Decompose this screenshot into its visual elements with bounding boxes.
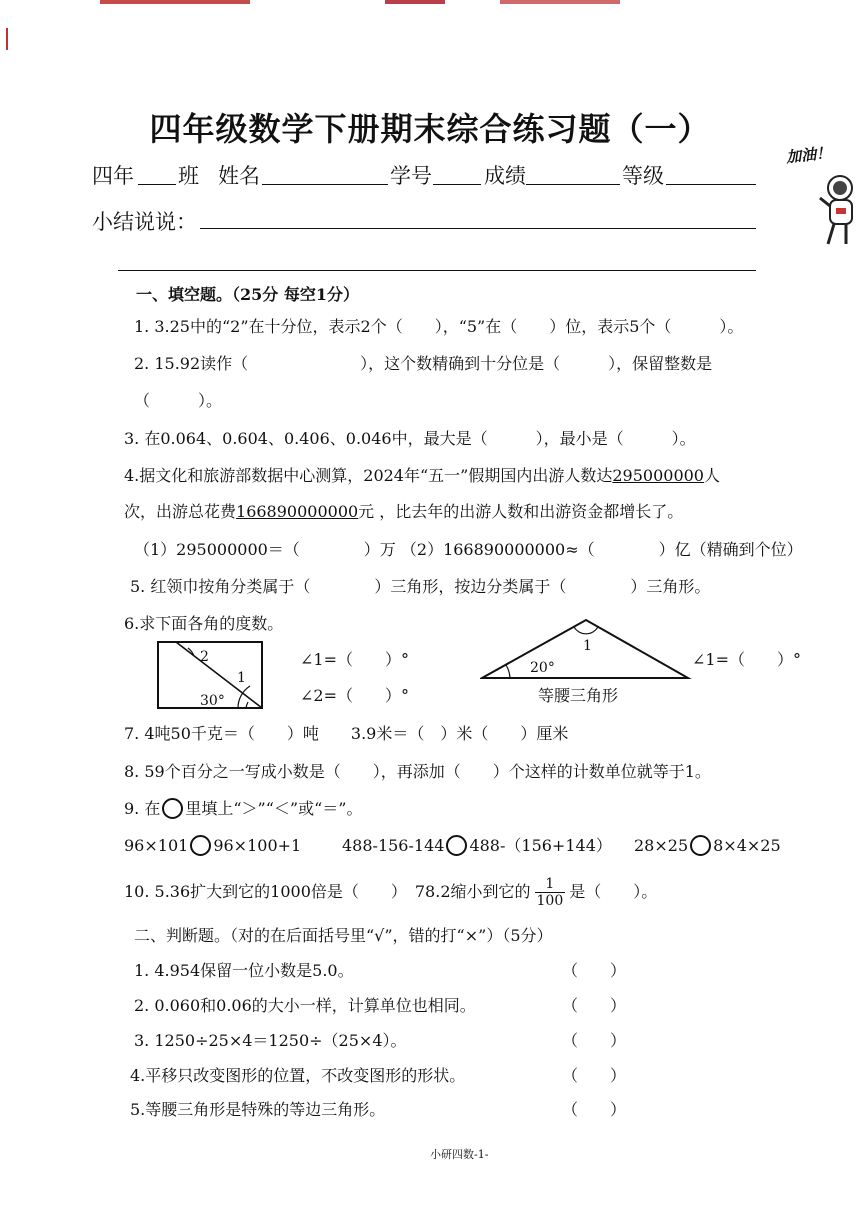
compare-1-right: 96×100+1 — [213, 836, 302, 855]
answer-triangle-angle-1: ∠1=（ ）° — [692, 650, 801, 669]
question-9-text: 9. 在 — [124, 799, 161, 818]
class-label: 班 — [178, 164, 199, 188]
summary-blank — [200, 228, 756, 229]
fraction-numerator: 1 — [535, 876, 566, 893]
answer-angle-1: ∠1=（ ）° — [300, 650, 409, 669]
fraction — [535, 876, 566, 909]
judge-item-1: 1. 4.954保留一位小数是5.0。 — [134, 961, 354, 980]
judge-bracket-5[interactable]: （ ） — [562, 1100, 627, 1119]
level-label: 等级 — [622, 164, 664, 188]
score-label: 成绩 — [484, 164, 526, 188]
question-10-suffix: 是（ ）。 — [569, 882, 658, 901]
question-2-line-1: 2. 15.92读作（ ），这个数精确到十分位是（ ），保留整数是 — [134, 354, 713, 373]
comparison-row — [124, 835, 301, 856]
compare-1-circle[interactable] — [190, 835, 211, 856]
question-10 — [124, 876, 657, 909]
compare-2-circle[interactable] — [446, 835, 467, 856]
compare-2-left: 488-156-144 — [342, 836, 445, 855]
top-edge-strip — [385, 0, 445, 4]
question-4-line-2-suffix: 元 ，比去年的出游人数和出游资金都增长了。 — [358, 502, 684, 521]
judge-item-3: 3. 1250÷25×4＝1250÷（25×4）。 — [134, 1031, 407, 1050]
judge-bracket-4[interactable]: （ ） — [562, 1066, 627, 1085]
question-4-suffix: 人 — [703, 466, 720, 485]
question-4-subparts: （1）295000000＝（ ）万 （2）166890000000≈（ ）亿（精确到个位） — [134, 540, 803, 559]
compare-3-left: 28×25 — [634, 836, 689, 855]
judge-bracket-1[interactable]: （ ） — [562, 961, 627, 980]
comparison-circle — [162, 798, 183, 819]
triangle-angle-20-label: 20° — [530, 660, 555, 676]
comparison-row-2 — [342, 835, 612, 856]
summary-label: 小结说说： — [92, 210, 197, 234]
fraction-denominator: 100 — [536, 893, 564, 909]
compare-3-circle[interactable] — [690, 835, 711, 856]
score-blank — [526, 184, 620, 185]
compare-1-left: 96×101 — [124, 836, 189, 855]
question-7: 7. 4吨50千克＝（ ）吨 3.9米＝（ ）米（ ）厘米 — [124, 724, 569, 743]
rect-angle-2-label: 2 — [200, 649, 209, 665]
sticker-text: 加油！ — [785, 143, 832, 167]
judge-bracket-2[interactable]: （ ） — [562, 996, 627, 1015]
section-2-title: 二、判断题。（对的在后面括号里“√”，错的打“×”）（5分） — [134, 926, 553, 945]
class-blank — [138, 184, 176, 185]
question-9-suffix: 里填上“＞”“＜”或“＝”。 — [185, 799, 363, 818]
triangle-caption: 等腰三角形 — [538, 686, 619, 705]
question-5: 5. 红领巾按角分类属于（ ）三角形，按边分类属于（ ）三角形。 — [130, 577, 711, 596]
student-no-blank — [433, 184, 481, 185]
question-10-text: 10. 5.36扩大到它的1000倍是（ ） 78.2缩小到它的 — [124, 882, 531, 901]
rect-angle-1-label: 1 — [237, 670, 246, 686]
rect-angle-30-label: 30° — [200, 693, 225, 709]
page-footer: 小研四数-1- — [430, 1148, 489, 1161]
judge-bracket-3[interactable]: （ ） — [562, 1031, 627, 1050]
top-edge-strip — [100, 0, 250, 4]
question-2-line-2: （ ）。 — [134, 391, 223, 410]
astronaut-sticker-icon — [816, 172, 860, 252]
answer-angle-2: ∠2=（ ）° — [300, 686, 409, 705]
comparison-row-3 — [634, 835, 781, 856]
question-8: 8. 59个百分之一写成小数是（ ），再添加（ ）个这样的计数单位就等于1。 — [124, 762, 711, 781]
name-blank — [262, 184, 388, 185]
judge-item-2: 2. 0.060和0.06的大小一样，计算单位也相同。 — [134, 996, 476, 1015]
summary-blank-2 — [118, 270, 756, 271]
question-4-text: 4.据文化和旅游部数据中心测算，2024年“五一”假期国内出游人数达 — [124, 466, 613, 485]
name-label: 姓名 — [218, 164, 260, 188]
compare-3-right: 8×4×25 — [713, 836, 781, 855]
judge-item-4: 4.平移只改变图形的位置，不改变图形的形状。 — [130, 1066, 466, 1085]
question-9 — [124, 798, 362, 819]
question-1: 1. 3.25中的“2”在十分位，表示2个（ ），“5”在（ ）位，表示5个（ ）。 — [134, 317, 744, 336]
judge-item-5: 5.等腰三角形是特殊的等边三角形。 — [130, 1100, 386, 1119]
page-title: 四年级数学下册期末综合练习题（一） — [149, 110, 711, 148]
question-4-line-2-text: 次，出游总花费 — [124, 502, 237, 521]
top-edge-strip — [500, 0, 620, 4]
tourist-count: 295000000 — [612, 466, 704, 485]
student-no-label: 学号 — [390, 164, 432, 188]
question-6: 6.求下面各角的度数。 — [124, 614, 284, 633]
question-3: 3. 在0.064、0.604、0.406、0.046中，最大是（ ），最小是（ ）。 — [124, 429, 696, 448]
compare-2-right: 488-（156+144） — [469, 836, 612, 855]
question-4-line-2 — [124, 502, 683, 522]
section-1-title: 一、填空题。（25分 每空1分） — [136, 285, 359, 304]
grade-label: 四年 — [92, 164, 134, 188]
tourist-spending: 166890000000 — [236, 502, 359, 521]
level-blank — [666, 184, 756, 185]
triangle-angle-1-label: 1 — [583, 638, 592, 654]
question-4-line-1 — [124, 466, 720, 486]
left-edge-mark — [6, 28, 8, 50]
